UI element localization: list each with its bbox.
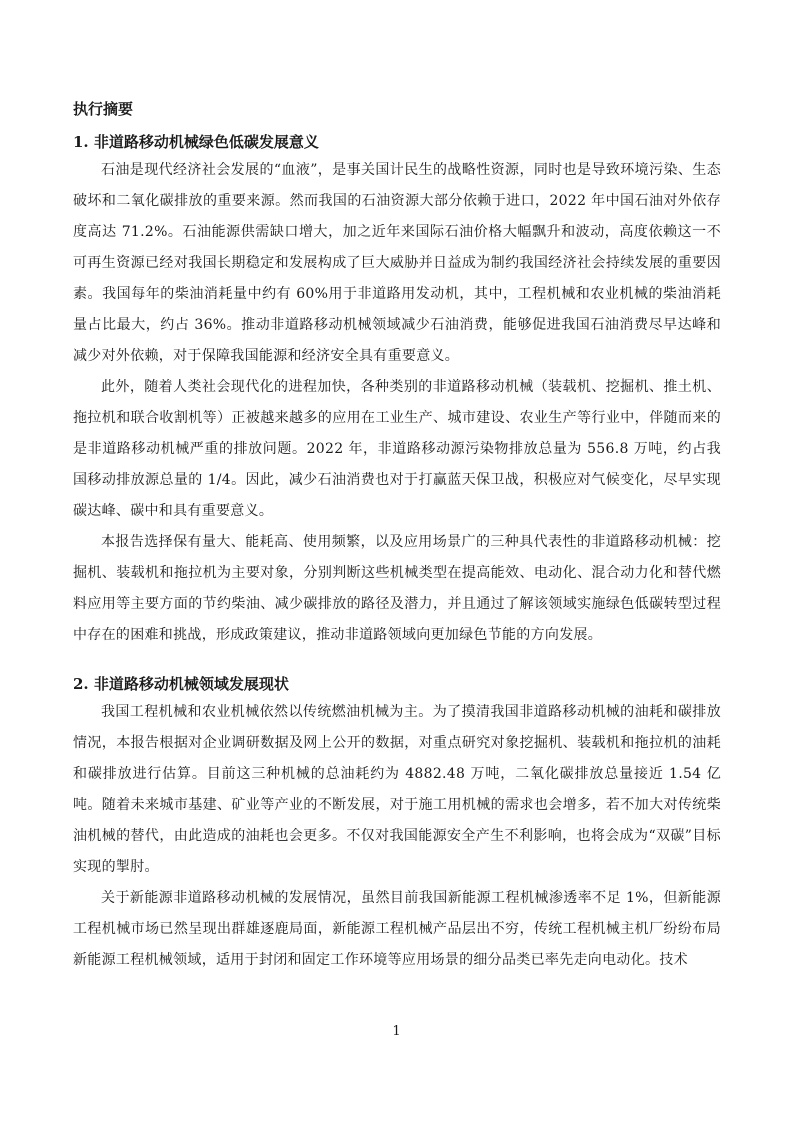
section-1-paragraph-2: 此外，随着人类社会现代化的进程加快，各种类别的非道路移动机械（装载机、挖掘机、推土机、拖拉机和联合收割机等）正被越来越多的应用在工业生产、城市建设、农业生产等行业中，伴随而来的是非道路移动机械严重的排放问题。2022 年，非道路移动源污染物排放总量为 556.8 万吨，约占我国移动排放源总量的 1/4。因此，减少石油消费也对于打赢蓝天保卫战，积极应对气候变化，尽早实现碳达峰、碳中和具有重要意义。 — [73, 379, 721, 519]
section-2-paragraph-2: 关于新能源非道路移动机械的发展情况，虽然目前我国新能源工程机械渗透率不足 1%，但新能源工程机械市场已然呈现出群雄逐鹿局面，新能源工程机械产品层出不穷，传统工程机械主机厂纷纷布局新能源工程机械领域，适用于封闭和固定工作环境等应用场景的细分品类已率先走向电动化。技术 — [73, 890, 721, 968]
section-1-heading: 1. 非道路移动机械绿色低碳发展意义 — [73, 133, 319, 151]
page-content — [73, 96, 721, 976]
section-2-paragraph-1: 我国工程机械和农业机械依然以传统燃油机械为主。为了摸清我国非道路移动机械的油耗和碳排放情况，本报告根据对企业调研数据及网上公开的数据，对重点研究对象挖掘机、装载机和拖拉机的油耗和碳排放进行估算。目前这三种机械的总油耗约为 4882.48 万吨，二氧化碳排放总量接近 1.54 亿吨。随着未来城市基建、矿业等产业的不断发展，对于施工用机械的需求也会增多，若不加大对传统柴油机械的替代，由此造成的油耗也会更多。不仅对我国能源安全产生不利影响，也将会成为“双碳”目标实现的掣肘。 — [73, 704, 721, 875]
executive-summary-title: 执行摘要 — [73, 100, 134, 118]
section-1-paragraph-1: 石油是现代经济社会发展的“血液”，是事关国计民生的战略性资源，同时也是导致环境污染、生态破坏和二氧化碳排放的重要来源。然而我国的石油资源大部分依赖于进口，2022 年中国石油对外依存度高达 71.2%。石油能源供需缺口增大，加之近年来国际石油价格大幅飘升和波动，高度依赖这一不可再生资源已经对我国长期稳定和发展构成了巨大威胁并日益成为制约我国经济社会持续发展的重要因素。我国每年的柴油消耗量中约有 60%用于非道路用发动机，其中，工程机械和农业机械的柴油消耗量占比最大，约占 36%。推动非道路移动机械领域减少石油消费，能够促进我国石油消费尽早达峰和减少对外依赖，对于保障我国能源和经济安全具有重要意义。 — [73, 162, 721, 364]
section-1-paragraph-3: 本报告选择保有量大、能耗高、使用频繁，以及应用场景广的三种具代表性的非道路移动机械：挖掘机、装载机和拖拉机为主要对象，分别判断这些机械类型在提高能效、电动化、混合动力化和替代燃料应用等主要方面的节约柴油、减少碳排放的路径及潜力，并且通过了解该领域实施绿色低碳转型过程中存在的困难和挑战，形成政策建议，推动非道路领域向更加绿色节能的方向发展。 — [73, 534, 721, 643]
page-number: 1 — [392, 1024, 401, 1039]
section-2-heading: 2. 非道路移动机械领域发展现状 — [73, 675, 289, 693]
